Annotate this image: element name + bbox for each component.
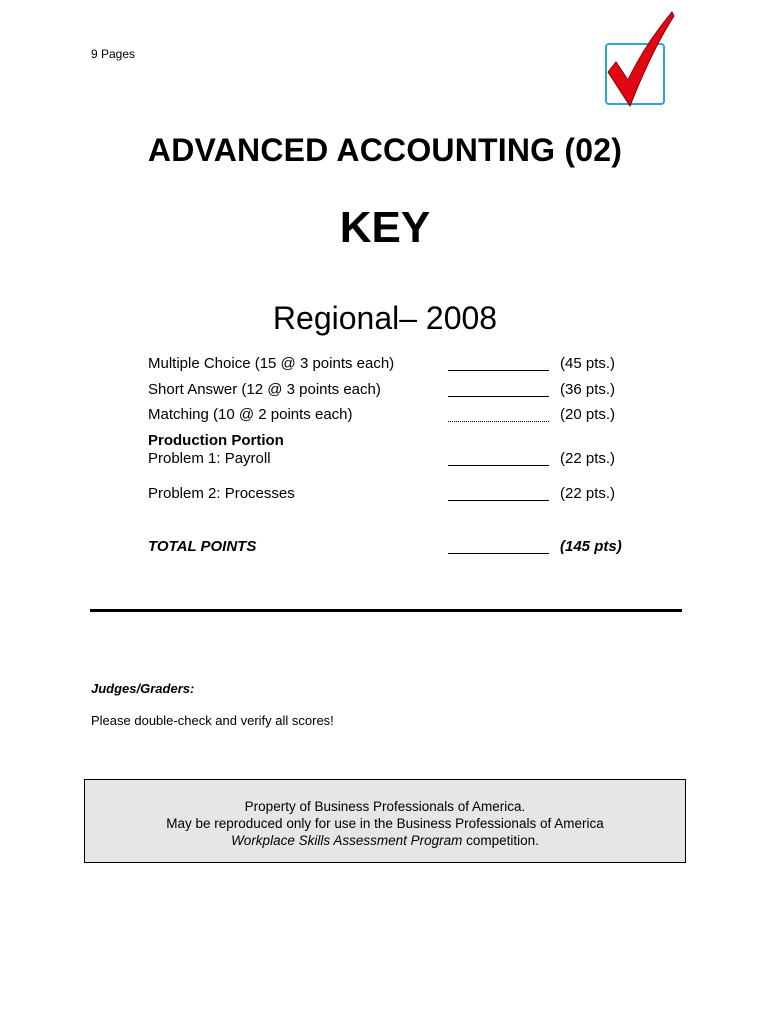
score-points: (20 pts.) bbox=[560, 406, 616, 423]
score-label: Matching (10 @ 2 points each) bbox=[148, 406, 353, 423]
score-blank-line bbox=[448, 421, 549, 422]
copyright-line-1: Property of Business Professionals of America. bbox=[244, 799, 526, 814]
score-blank-line bbox=[448, 370, 549, 371]
score-blank-line bbox=[448, 396, 549, 397]
judges-heading: Judges/Graders: bbox=[91, 681, 195, 696]
score-points: (45 pts.) bbox=[560, 355, 616, 372]
copyright-line-3 bbox=[85, 832, 685, 849]
score-label: Multiple Choice (15 @ 3 points each) bbox=[148, 355, 395, 372]
score-points: (36 pts.) bbox=[560, 381, 616, 398]
judges-note: Please double-check and verify all scores! bbox=[91, 713, 334, 728]
red-checkmark-icon bbox=[604, 8, 676, 108]
score-blank-line bbox=[448, 500, 549, 501]
page-count: 9 Pages bbox=[91, 47, 136, 61]
program-name: Workplace Skills Assessment Program bbox=[231, 833, 463, 848]
score-blank-line bbox=[448, 553, 549, 554]
score-label: Short Answer (12 @ 3 points each) bbox=[148, 381, 381, 398]
score-points: (22 pts.) bbox=[560, 485, 616, 502]
score-label: Problem 1: Payroll bbox=[148, 450, 271, 467]
event-name: Regional– 2008 bbox=[272, 300, 498, 336]
production-heading-text: Production Portion bbox=[148, 432, 284, 449]
score-label: TOTAL POINTS bbox=[148, 538, 257, 555]
document-title: ADVANCED ACCOUNTING (02) bbox=[147, 132, 623, 168]
copyright-line-2: May be reproduced only for use in the Business Professionals of America bbox=[166, 816, 604, 831]
copyright-notice-box bbox=[84, 779, 686, 863]
copyright-line-3-rest: competition. bbox=[462, 833, 539, 848]
score-points: (145 pts) bbox=[560, 538, 622, 555]
divider-rule bbox=[90, 609, 682, 612]
score-label: Problem 2: Processes bbox=[148, 485, 295, 502]
score-points: (22 pts.) bbox=[560, 450, 616, 467]
score-blank-line bbox=[448, 465, 549, 466]
document-subtitle: KEY bbox=[339, 203, 431, 252]
